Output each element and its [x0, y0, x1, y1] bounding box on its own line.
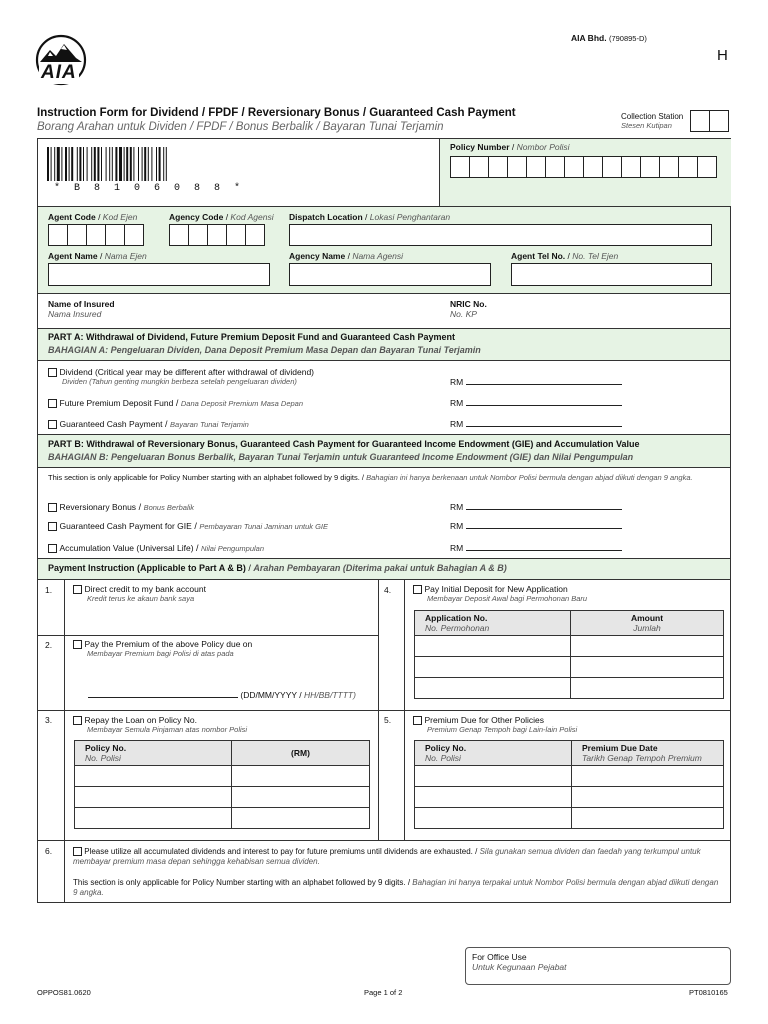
dividend-checkbox[interactable]	[48, 368, 57, 377]
opt1-checkbox[interactable]	[73, 585, 82, 594]
barcode-bar	[112, 147, 113, 181]
av-checkbox[interactable]	[48, 544, 57, 553]
nric-en: NRIC No.	[450, 299, 487, 309]
dispatch-location-ms: Lokasi Penghantaran	[369, 212, 451, 222]
opt4-col1-ms: No. Permohonan	[425, 623, 490, 633]
rm-line[interactable]	[466, 405, 622, 406]
agent-name-en: Agent Name	[48, 251, 98, 261]
opt5-col1-en: Policy No.	[425, 743, 467, 753]
part-a-title-ms: BAHAGIAN A: Pengeluaran Dividen, Dana Deposit Premium Masa Depan dan Bayaran Tunai Terjamin	[48, 345, 481, 355]
rm-line[interactable]	[466, 550, 622, 551]
opt4-col-application	[415, 611, 571, 636]
barcode-bar	[69, 147, 70, 181]
gcp-label-en: Guaranteed Cash Payment	[59, 419, 163, 429]
table-cell[interactable]	[571, 678, 724, 699]
table-row	[415, 808, 724, 829]
opt4-col2-en: Amount	[630, 613, 664, 623]
agency-name-ms: Nama Agensi	[352, 251, 404, 261]
table-cell[interactable]	[571, 636, 724, 657]
table-cell[interactable]	[75, 808, 232, 829]
collection-station-label	[621, 112, 683, 130]
agency-name-label: Agency Name / Nama Agensi	[289, 251, 404, 261]
policy-number-label: Policy Number / Nombor Polisi	[450, 142, 570, 152]
agent-code-en: Agent Code	[48, 212, 96, 222]
collection-station-box[interactable]	[709, 110, 729, 132]
insured-name-en: Name of Insured	[48, 299, 115, 309]
opt5-checkbox[interactable]	[413, 716, 422, 725]
opt2-date-format-ms: HH/BB/TTTT)	[304, 690, 356, 700]
table-row	[415, 766, 724, 787]
opt2-checkbox[interactable]	[73, 640, 82, 649]
office-use-en: For Office Use	[472, 952, 527, 962]
barcode-bar	[144, 147, 146, 181]
opt2-number: 2.	[45, 640, 53, 650]
logo-text: AIA	[41, 62, 77, 83]
opt4-number: 4.	[384, 585, 392, 595]
policy-number-boxes[interactable]	[450, 156, 717, 178]
opt4-deposit-table	[414, 610, 724, 699]
barcode-bar	[47, 147, 49, 181]
opt2-date-field[interactable]	[88, 690, 356, 700]
opt4-col-amount	[571, 611, 724, 636]
policy-number-box[interactable]	[564, 156, 584, 178]
rb-label-en: Reversionary Bonus	[59, 502, 137, 512]
av-label-en: Accumulation Value (Universal Life)	[59, 543, 194, 553]
part-b-item-gie[interactable]: Guaranteed Cash Payment for GIE / Pembayaran Tunai Jaminan untuk GIE	[48, 521, 328, 531]
insured-name-label	[48, 299, 115, 319]
barcode-bar	[83, 147, 84, 181]
insured-section	[37, 293, 731, 329]
policy-number-box[interactable]	[678, 156, 698, 178]
opt2-label-en: Pay the Premium of the above Policy due on	[84, 639, 253, 649]
barcode-bar	[109, 147, 110, 181]
part-a-item-fpdf[interactable]: Future Premium Deposit Fund / Dana Deposit Premium Masa Depan	[48, 398, 303, 408]
footer-form-code: OPPOS81.0620	[37, 988, 91, 997]
payment-title-en: Payment Instruction (Applicable to Part A & B)	[48, 563, 246, 573]
insured-name-ms: Nama Insured	[48, 309, 102, 319]
policy-number-box[interactable]	[507, 156, 527, 178]
opt4-checkbox[interactable]	[413, 585, 422, 594]
row-divider-1-2	[38, 635, 378, 636]
barcode-bar	[119, 147, 122, 181]
table-row	[75, 766, 370, 787]
agency-code-box[interactable]	[169, 224, 189, 246]
opt1-direct-credit[interactable]	[73, 584, 206, 603]
opt5-col2-en: Premium Due Date	[582, 743, 658, 753]
table-cell[interactable]	[415, 636, 571, 657]
opt5-number: 5.	[384, 715, 392, 725]
opt6-label-ms: Sila gunakan semua dividen dan faedah yang terkumpul untuk membayar premium masa depan sehingga kehabisan semua dividen.	[73, 847, 701, 866]
rm-label: RM	[450, 377, 464, 387]
rb-checkbox[interactable]	[48, 503, 57, 512]
barcode-bar	[163, 147, 164, 181]
rm-line[interactable]	[466, 384, 622, 385]
agency-code-box[interactable]	[207, 224, 227, 246]
opt3-label-en: Repay the Loan on Policy No.	[84, 715, 197, 725]
table-header-row	[415, 611, 724, 636]
agency-code-ms: Kod Agensi	[230, 212, 274, 222]
office-use-ms: Untuk Kegunaan Pejabat	[472, 962, 567, 972]
row-divider-2-3	[38, 710, 731, 711]
rm-label: RM	[450, 543, 464, 553]
collection-station-en: Collection Station	[621, 112, 684, 121]
barcode-graphic	[47, 147, 233, 181]
barcode-bar	[151, 147, 152, 181]
table-row	[415, 678, 724, 699]
company-block	[571, 33, 647, 43]
opt6-number: 6.	[45, 846, 53, 856]
opt3-loan-table	[74, 740, 370, 829]
policy-number-box[interactable]	[450, 156, 470, 178]
rm-label: RM	[450, 502, 464, 512]
agent-code-box[interactable]	[86, 224, 106, 246]
barcode-bar	[71, 147, 73, 181]
opt2-label-ms: Membayar Premium bagi Polisi di atas pada	[87, 649, 234, 659]
agent-code-label: Agent Code / Kod Ejen	[48, 212, 138, 222]
agency-name-field[interactable]	[289, 263, 491, 286]
opt3-label-ms: Membayar Semula Pinjaman atas nombor Polisi	[87, 725, 248, 735]
table-row	[75, 787, 370, 808]
agent-name-ms: Nama Ejen	[104, 251, 147, 261]
agent-tel-ms: No. Tel Ejen	[572, 251, 619, 261]
barcode-bar	[142, 147, 143, 181]
part-b-note-en: This section is only applicable for Policy Number starting with an alphabet followed by 9 digits.	[48, 473, 360, 482]
dividend-label-ms: Dividen (Tahun genting mungkin berbeza setelah pengeluaran dividen)	[62, 377, 297, 387]
barcode-bar	[124, 147, 125, 181]
part-a-title-en: PART A: Withdrawal of Dividend, Future Premium Deposit Fund and Guaranteed Cash Payment	[48, 332, 455, 342]
barcode-bar	[166, 147, 167, 181]
collection-station-ms: Stesen Kutipan	[621, 121, 672, 130]
table-cell[interactable]	[415, 678, 571, 699]
opt5-col-due-date	[572, 741, 724, 766]
table-cell[interactable]	[232, 787, 370, 808]
opt1-label-ms: Kredit terus ke akaun bank saya	[87, 594, 195, 604]
agent-name-label: Agent Name / Nama Ejen	[48, 251, 147, 261]
opt5-col2-ms: Tarikh Genap Tempoh Premium	[582, 753, 702, 763]
gcp-checkbox[interactable]	[48, 420, 57, 429]
barcode-bar	[115, 147, 117, 181]
policy-number-ms: Nombor Polisi	[516, 142, 570, 152]
opt3-col1-ms: No. Polisi	[85, 753, 121, 763]
agency-code-box[interactable]	[226, 224, 246, 246]
part-b-title-en: PART B: Withdrawal of Reversionary Bonus, Guaranteed Cash Payment for Guaranteed Income Endowment (GIE) and Accumulation Value	[48, 439, 640, 449]
rm-label: RM	[450, 419, 464, 429]
barcode-bar	[77, 147, 78, 181]
barcode-bar	[54, 147, 55, 181]
dividend-label-en: Dividend (Critical year may be different after withdrawal of dividend)	[59, 367, 315, 377]
collection-station-box[interactable]	[690, 110, 710, 132]
opt3-col-policy	[75, 741, 232, 766]
gcp-rm-field[interactable]	[450, 419, 622, 429]
opt6-label-en: Please utilize all accumulated dividends and interest to pay for future premiums until dividends are exhausted.	[84, 847, 473, 856]
opt4-label-ms: Membayar Deposit Awal bagi Permohonan Baru	[427, 594, 588, 604]
policy-number-box[interactable]	[640, 156, 660, 178]
table-cell[interactable]	[75, 766, 232, 787]
footer-ref-code: PT0810165	[689, 988, 728, 997]
agency-code-box[interactable]	[245, 224, 265, 246]
dispatch-location-en: Dispatch Location	[289, 212, 363, 222]
part-b-title-ms: BAHAGIAN B: Pengeluaran Bonus Berbalik, Bayaran Tunai Terjamin untuk Guaranteed Income Endowment (GIE) dan Nilai Pengumpulan	[48, 452, 634, 462]
part-b-item-av[interactable]: Accumulation Value (Universal Life) / Nilai Pengumpulan	[48, 543, 264, 553]
form-title-en: Instruction Form for Dividend / FPDF / Reversionary Bonus / Guaranteed Cash Payment	[37, 107, 516, 119]
policy-number-box[interactable]	[469, 156, 489, 178]
opt3-number: 3.	[45, 715, 53, 725]
table-cell[interactable]	[572, 766, 724, 787]
company-name: AIA Bhd.	[571, 33, 607, 43]
barcode-bar	[91, 147, 92, 181]
policy-number-box[interactable]	[621, 156, 641, 178]
payment-title-ms: Arahan Pembayaran (Diterima pakai untuk Bahagian A & B)	[253, 563, 507, 573]
barcode-bar	[159, 147, 161, 181]
barcode-bar	[79, 147, 81, 181]
policy-number-box[interactable]	[545, 156, 565, 178]
rb-label-ms: Bonus Berbalik	[143, 503, 195, 512]
row-divider-3-6	[38, 840, 731, 841]
opt5-premium-table	[414, 740, 724, 829]
gie-checkbox[interactable]	[48, 522, 57, 531]
agent-code-box[interactable]	[124, 224, 144, 246]
part-b-note-ms: Bahagian ini hanya berkenaan untuk Nombor Polisi bermula dengan abjad diikuti dengan 9 angka.	[366, 473, 693, 482]
table-cell[interactable]	[572, 787, 724, 808]
policy-number-box[interactable]	[526, 156, 546, 178]
barcode-bar	[94, 147, 96, 181]
barcode-bar	[156, 147, 157, 181]
part-a-item-gcp[interactable]: Guaranteed Cash Payment / Bayaran Tunai Terjamin	[48, 419, 249, 429]
dividend-rm-field[interactable]	[450, 377, 622, 387]
opt3-repay-loan[interactable]	[73, 715, 247, 734]
opt4-initial-deposit[interactable]	[413, 584, 587, 603]
agent-tel-field[interactable]	[511, 263, 712, 286]
opt2-date-line[interactable]	[88, 697, 238, 698]
barcode-bar	[106, 147, 107, 181]
agent-code-box[interactable]	[67, 224, 87, 246]
barcode-bar	[65, 147, 67, 181]
rm-label: RM	[450, 398, 464, 408]
table-row	[75, 808, 370, 829]
dispatch-location-field[interactable]	[289, 224, 712, 246]
av-label-ms: Nilai Pengumpulan	[201, 544, 265, 553]
agent-name-field[interactable]	[48, 263, 270, 286]
barcode-bar	[97, 147, 99, 181]
opt6-note: This section is only applicable for Policy Number starting with an alphabet followed by 9 digits. / Bahagian ini hanya terpakai untuk Nombor Polisi bermula dengan abjad diikuti dengan 9 angka.	[73, 878, 719, 897]
table-cell[interactable]	[232, 766, 370, 787]
footer-page-number: Page 1 of 2	[364, 988, 403, 997]
agency-name-en: Agency Name	[289, 251, 346, 261]
table-cell[interactable]	[75, 787, 232, 808]
barcode-bar	[148, 147, 149, 181]
agent-code-box[interactable]	[48, 224, 68, 246]
policy-number-box[interactable]	[488, 156, 508, 178]
table-row	[415, 787, 724, 808]
opt6-checkbox[interactable]	[73, 847, 82, 856]
agent-code-ms: Kod Ejen	[102, 212, 138, 222]
collection-station-boxes[interactable]	[690, 110, 729, 132]
agent-tel-label: Agent Tel No. / No. Tel Ejen	[511, 251, 619, 261]
agent-code-box[interactable]	[105, 224, 125, 246]
table-header-row	[415, 741, 724, 766]
agency-code-label: Agency Code / Kod Agensi	[169, 212, 274, 222]
aia-logo	[34, 34, 88, 86]
opt2-pay-premium[interactable]	[73, 639, 252, 658]
agency-code-boxes[interactable]	[169, 224, 265, 246]
opt1-number: 1.	[45, 585, 53, 595]
policy-number-box[interactable]	[602, 156, 622, 178]
table-cell[interactable]	[415, 657, 571, 678]
fpdf-rm-field[interactable]	[450, 398, 622, 408]
opt6-note-en: This section is only applicable for Policy Number starting with an alphabet followed by 9 digits.	[73, 878, 406, 887]
table-cell[interactable]	[572, 808, 724, 829]
payment-title: Payment Instruction (Applicable to Part A & B) / Arahan Pembayaran (Diterima pakai untuk Bahagian A & B)	[48, 563, 507, 573]
opt4-col1-en: Application No.	[425, 613, 488, 623]
agency-code-box[interactable]	[188, 224, 208, 246]
policy-number-box[interactable]	[659, 156, 679, 178]
barcode-bar	[130, 147, 132, 181]
gcp-label-ms: Bayaran Tunai Terjamin	[170, 420, 249, 429]
policy-number-box[interactable]	[697, 156, 717, 178]
num-col-divider-left	[64, 580, 65, 903]
table-cell[interactable]	[232, 808, 370, 829]
gie-rm-field[interactable]	[450, 521, 622, 531]
agency-code-en: Agency Code	[169, 212, 224, 222]
gie-label-en: Guaranteed Cash Payment for GIE	[59, 521, 192, 531]
barcode-bar	[101, 147, 102, 181]
rm-line[interactable]	[466, 528, 622, 529]
rm-label: RM	[450, 521, 464, 531]
form-title-ms: Borang Arahan untuk Dividen / FPDF / Bonus Berbalik / Bayaran Tunai Terjamin	[37, 121, 444, 133]
opt5-col1-ms: No. Polisi	[425, 753, 461, 763]
nric-label	[450, 299, 487, 319]
opt3-col2: (RM)	[291, 748, 310, 758]
gie-label-ms: Pembayaran Tunai Jaminan untuk GIE	[199, 522, 329, 531]
part-b-note: This section is only applicable for Policy Number starting with an alphabet followed by 9 digits. / Bahagian ini hanya berkenaan untuk Nombor Polisi bermula dengan abjad diikuti dengan 9 angka.	[48, 473, 693, 482]
policy-number-en: Policy Number	[450, 142, 510, 152]
barcode-bar	[133, 147, 134, 181]
opt6-note-ms: Bahagian ini hanya terpakai untuk Nombor Polisi bermula dengan abjad diikuti dengan 9 angka.	[73, 878, 719, 897]
part-b-item-rb[interactable]: Reversionary Bonus / Bonus Berbalik	[48, 502, 194, 512]
rb-rm-field[interactable]	[450, 502, 622, 512]
rm-line[interactable]	[466, 509, 622, 510]
barcode-bar	[126, 147, 128, 181]
company-reg-no: (790895-D)	[608, 34, 647, 43]
table-row	[415, 657, 724, 678]
agent-tel-en: Agent Tel No.	[511, 251, 566, 261]
table-cell[interactable]	[415, 787, 572, 808]
opt2-date-format-en: (DD/MM/YYYY /	[240, 690, 302, 700]
opt4-col2-ms: Jumlah	[633, 623, 661, 633]
fpdf-checkbox[interactable]	[48, 399, 57, 408]
opt5-col-policy	[415, 741, 572, 766]
fpdf-label-ms: Dana Deposit Premium Masa Depan	[180, 399, 304, 408]
opt4-label-en: Pay Initial Deposit for New Application	[424, 584, 568, 594]
barcode-bar	[57, 147, 60, 181]
barcode-bar	[51, 147, 52, 181]
policy-number-box[interactable]	[583, 156, 603, 178]
dispatch-location-label: Dispatch Location / Lokasi Penghantaran	[289, 212, 451, 222]
table-header-row	[75, 741, 370, 766]
barcode-text: * B 8 1 0 6 0 8 8 *	[54, 183, 245, 194]
opt1-label-en: Direct credit to my bank account	[84, 584, 206, 594]
office-use-box	[465, 947, 731, 985]
opt5-label-en: Premium Due for Other Policies	[424, 715, 545, 725]
table-cell[interactable]	[571, 657, 724, 678]
part-a-item-dividend[interactable]	[48, 367, 314, 386]
av-rm-field[interactable]	[450, 543, 622, 553]
opt3-col-rm	[232, 741, 370, 766]
nric-ms: No. KP	[450, 309, 477, 319]
opt5-other-policies[interactable]	[413, 715, 577, 734]
barcode-bar	[138, 147, 139, 181]
table-cell[interactable]	[415, 808, 572, 829]
table-row	[415, 636, 724, 657]
barcode-bar	[87, 147, 88, 181]
rm-line[interactable]	[466, 426, 622, 427]
barcode-bar	[61, 147, 62, 181]
opt3-col1-en: Policy No.	[85, 743, 127, 753]
fpdf-label-en: Future Premium Deposit Fund	[59, 398, 174, 408]
form-code-letter: H	[717, 47, 728, 64]
opt5-label-ms: Premium Genap Tempoh bagi Lain-lain Polisi	[427, 725, 578, 735]
opt6-utilize-dividends[interactable]: Please utilize all accumulated dividends and interest to pay for future premiums until dividends are exhausted. / Sila gunakan semua dividen dan faedah yang terkumpul untuk membayar premium masa depan sehingga kehabisan semua dividen.	[73, 847, 701, 866]
opt3-checkbox[interactable]	[73, 716, 82, 725]
table-cell[interactable]	[415, 766, 572, 787]
agent-code-boxes[interactable]	[48, 224, 144, 246]
